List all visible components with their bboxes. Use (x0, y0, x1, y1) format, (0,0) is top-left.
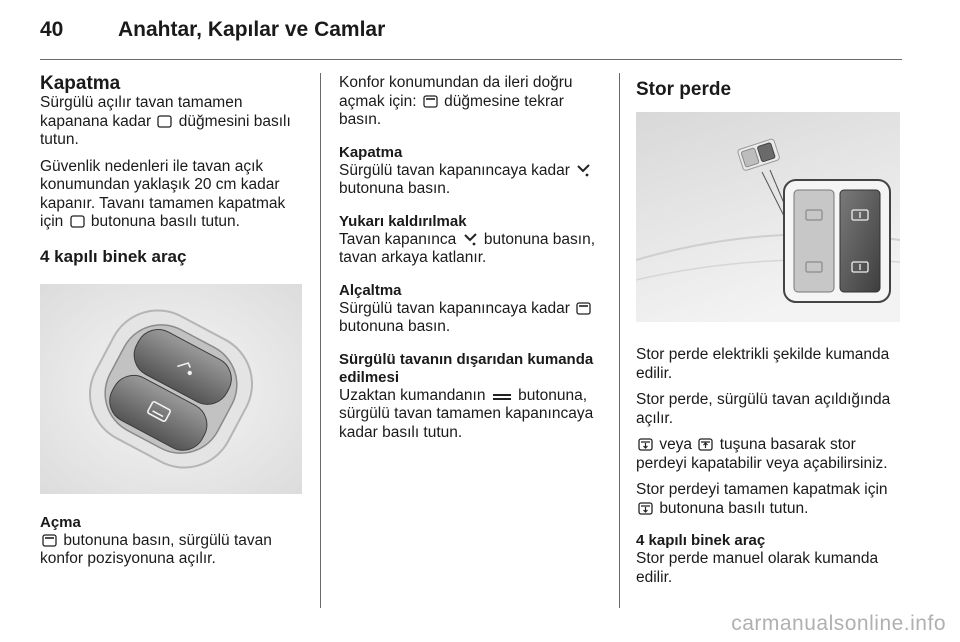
watermark: carmanualsonline.info (731, 612, 946, 635)
paragraph-open (40, 532, 305, 569)
text: Uzaktan kumandanın (339, 386, 486, 404)
column-divider-2 (619, 73, 620, 608)
paragraph-buttons (636, 436, 906, 473)
text: butonuna basın, tavan arkaya katlanır. (339, 230, 596, 266)
section-heading: Alçaltma (339, 281, 402, 299)
sunblind-close-icon (638, 502, 653, 515)
heading-acma: Açma (40, 513, 81, 531)
paragraph-full-close (636, 481, 906, 518)
text: düğmesini basılı tutun. (40, 112, 291, 148)
column-3 (636, 74, 906, 595)
text: düğmesine tekrar basın. (339, 92, 564, 128)
section-kapatma (339, 144, 609, 199)
text: butonuna, sürgülü tavan tamamen kapanıncaya kadar basılı tutun. (339, 386, 594, 441)
heading-4-door: 4 kapılı binek araç (40, 246, 187, 266)
section-heading: Yukarı kaldırılmak (339, 212, 467, 230)
text: veya (659, 436, 693, 453)
page-title: Anahtar, Kapılar ve Camlar (118, 18, 386, 41)
paragraph-safety (40, 158, 305, 232)
sunblind-open-icon (698, 438, 713, 451)
text: Güvenlik nedenleri ile tavan açık konumundan yaklaşık 20 cm kadar kapanır. Tavanı tamamen kapatmak için (40, 157, 286, 230)
paragraph-further-open (339, 74, 609, 130)
text: butonuna basılı tutun. (90, 213, 240, 230)
heading-4-door: 4 kapılı binek araç (636, 532, 766, 549)
text: Stor perdeyi tamamen kapatmak için (636, 481, 888, 498)
roof-comfort-icon (576, 302, 591, 315)
text: butonuna basın, sürgülü tavan konfor pozisyonuna açılır. (40, 531, 272, 567)
column-1 (40, 74, 305, 577)
heading-kapatma: Kapatma (40, 73, 121, 94)
header-rule (40, 59, 902, 60)
text: Sürgülü açılır tavan tamamen kapanana kadar (40, 94, 243, 130)
text: tuşuna basarak stor perdeyi kapatabilir veya açabilirsiniz. (636, 436, 888, 472)
text: Tavan kapanınca (339, 230, 457, 248)
text: butonuna basın. (339, 180, 451, 197)
paragraph-manual: Stor perde manuel olarak kumanda edilir. (636, 550, 879, 586)
sunblind-close-icon (638, 438, 653, 451)
column-divider-1 (320, 73, 321, 608)
text: Sürgülü tavan kapanıncaya kadar (339, 299, 570, 317)
section-remote (339, 351, 609, 443)
text: butonuna basın. (339, 318, 451, 335)
roof-closed-icon (157, 115, 172, 128)
roof-closed-icon (70, 215, 85, 228)
sunblind-switch-illustration (636, 112, 900, 322)
paragraph-opens-with-roof: Stor perde, sürgülü tavan açıldığında açılır. (636, 391, 891, 427)
section-tilt-up (339, 213, 609, 268)
section-heading: Sürgülü tavanın dışarıdan kumanda edilmesi (339, 350, 594, 386)
remote-close-icon (492, 392, 512, 402)
tilt-icon (463, 232, 478, 246)
section-lower (339, 282, 609, 337)
section-heading: Kapatma (339, 143, 403, 161)
text: Sürgülü tavan kapanıncaya kadar (339, 161, 570, 179)
roof-comfort-icon (423, 95, 438, 108)
text: butonuna basılı tutun. (659, 499, 809, 517)
roof-switch-illustration (40, 284, 302, 494)
paragraph-electric: Stor perde elektrikli şekilde kumanda edilir. (636, 346, 890, 382)
text: Konfor konumundan da ileri doğru açmak için: (339, 74, 573, 110)
heading-stor-perde: Stor perde (636, 79, 732, 100)
page-number: 40 (40, 18, 64, 41)
paragraph-close-roof (40, 94, 305, 150)
tilt-icon (576, 163, 591, 177)
roof-comfort-icon (42, 534, 57, 547)
column-2 (339, 74, 609, 442)
page-header (40, 18, 385, 42)
